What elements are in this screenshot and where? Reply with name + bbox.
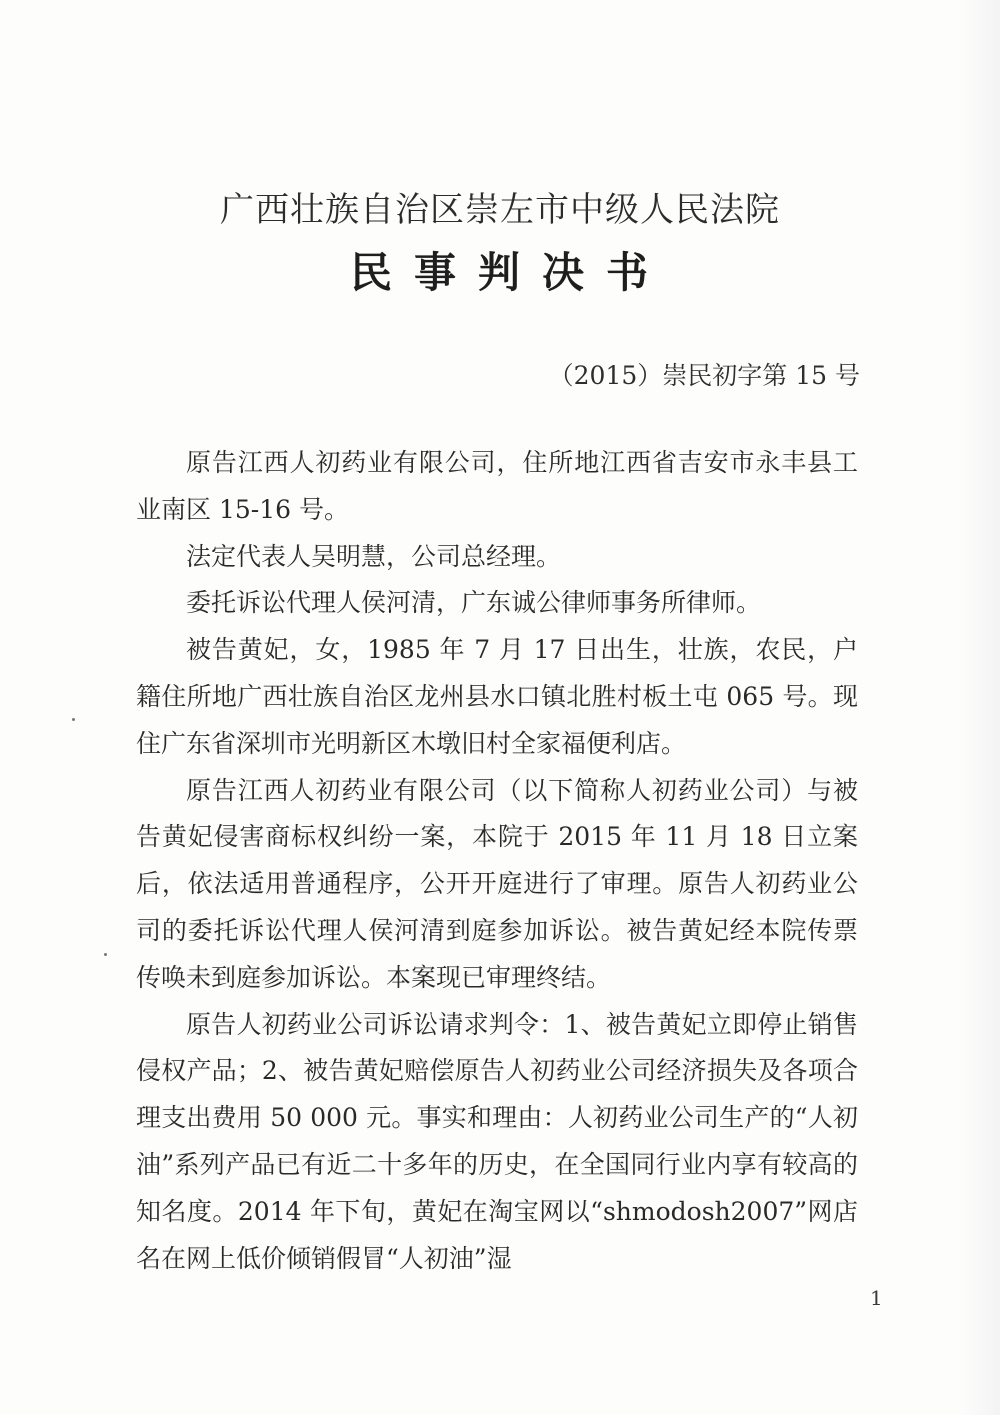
- court-name-heading: 广西壮族自治区崇左市中级人民法院: [220, 190, 780, 230]
- document-type-title: 民事判决书: [349, 248, 670, 297]
- paragraph-claims: 原告人初药业公司诉讼请求判令：1、被告黄妃立即停止销售侵权产品；2、被告黄妃赔偿原告人初药业公司经济损失及各项合理支出费用 50 000 元。事实和理由：人初药业公司生产的“人初油”系列产品已有近二十多年的历史，在全国同行业内享有较高的知名度。2014 年下旬，黄妃在淘宝网以“shmodosh2007”网店名在网上低价倾销假冒“人初油”湿: [136, 1009, 858, 1273]
- judgment-body: [136, 440, 858, 1282]
- case-number: （2015）崇民初字第 15 号: [548, 361, 860, 390]
- paragraph-defendant: 被告黄妃，女，1985 年 7 月 17 日出生，壮族，农民，户籍住所地广西壮族自治区龙州县水口镇北胜村板土屯 065 号。现住广东省深圳市光明新区木墩旧村全家福便利店。: [136, 635, 858, 758]
- paragraph-agent: 委托诉讼代理人侯河清，广东诚公律师事务所律师。: [186, 588, 762, 618]
- paragraph-case-procedure: 原告江西人初药业有限公司（以下简称人初药业公司）与被告黄妃侵害商标权纠纷一案，本院于 2015 年 11 月 18 日立案后，依法适用普通程序，公开开庭进行了审理。原告人初药业公司的委托诉讼代理人侯河清到庭参加诉讼。被告黄妃经本院传票传唤未到庭参加诉讼。本案现已审理终结。: [136, 775, 858, 992]
- scan-speck: [104, 953, 107, 956]
- paragraph-plaintiff: 原告江西人初药业有限公司，住所地江西省吉安市永丰县工业南区 15-16 号。: [136, 448, 858, 524]
- paragraph-legal-representative: 法定代表人吴明慧，公司总经理。: [186, 541, 562, 571]
- scan-speck: [72, 718, 75, 721]
- page-number: 1: [870, 1286, 883, 1310]
